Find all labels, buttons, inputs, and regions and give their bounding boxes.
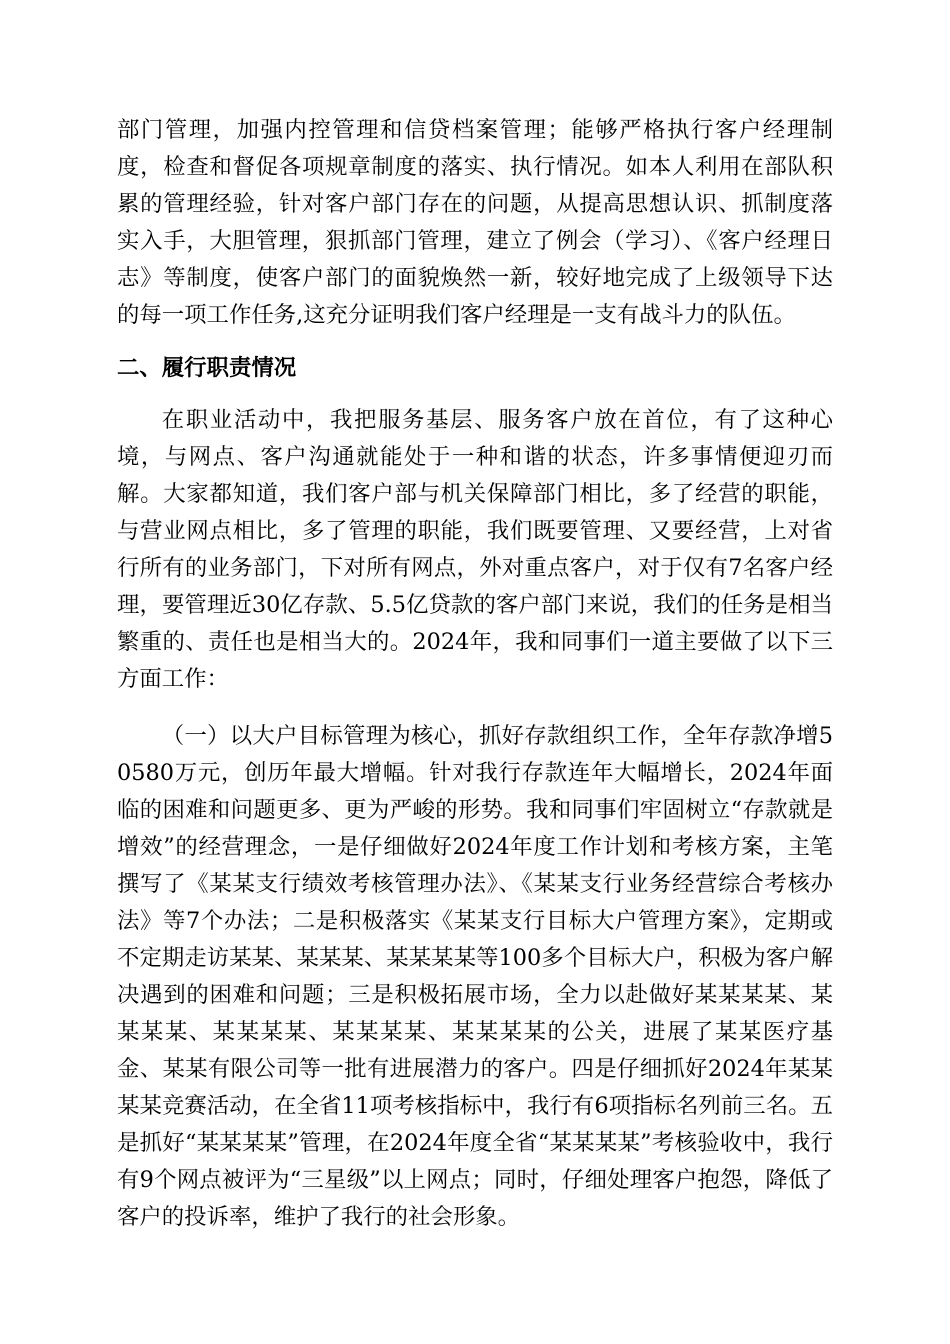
section-heading-duties: 二、履行职责情况 xyxy=(117,355,297,381)
paragraph-department-management: 部门管理，加强内控管理和信贷档案管理；能够严格执行客户经理制度，检查和督促各项规章制度的落实、执行情况。如本人利用在部队积累的管理经验，针对客户部门存在的问题，从提高思想认识、抓制度落实入手，大胆管理，狠抓部门管理，建立了例会（学习）、《客户经理日志》等制度，使客户部门的面貌焕然一新，较好地完成了上级领导下达的每一项工作任务,这充分证明我们客户经理是一支有战斗力的队伍。 xyxy=(117,117,833,328)
document-page xyxy=(117,112,833,1236)
paragraph-duty-performance: 在职业活动中，我把服务基层、服务客户放在首位，有了这种心境，与网点、客户沟通就能处于一种和谐的状态，许多事情便迎刃而解。大家都知道，我们客户部与机关保障部门相比，多了经营的职能，与营业网点相比，多了管理的职能，我们既要管理、又要经营，上对省行所有的业务部门，下对所有网点，外对重点客户，对于仅有7名客户经理，要管理近30亿存款、5.5亿贷款的客户部门来说，我们的任务是相当繁重的、责任也是相当大的。2024年，我和同事们一道主要做了以下三方面工作： xyxy=(117,407,833,692)
paragraph-deposit-work: （一）以大户目标管理为核心，抓好存款组织工作，全年存款净增50580万元，创历年最大增幅。针对我行存款连年大幅增长，2024年面临的困难和问题更多、更为严峻的形势。我和同事们牢固树立“存款就是增效”的经营理念，一是仔细做好2024年度工作计划和考核方案，主笔撰写了《某某支行绩效考核管理办法》、《某某支行业务经营综合考核办法》等7个办法；二是积极落实《某某支行目标大户管理方案》，定期或不定期走访某某、某某某、某某某某等100多个目标大户，积极为客户解决遇到的困难和问题；三是积极拓展市场，全力以赴做好某某某某、某某某某、某某某某、某某某某、某某某某的公关，进展了某某医疗基金、某某有限公司等一批有进展潜力的客户。四是仔细抓好2024年某某某某竞赛活动，在全省11项考核指标中，我行有6项指标名列前三名。五是抓好“某某某某”管理，在2024年度全省“某某某某”考核验收中，我行有9个网点被评为“三星级”以上网点；同时，仔细处理客户抱怨，降低了客户的投诉率，维护了我行的社会形象。 xyxy=(117,723,833,1230)
